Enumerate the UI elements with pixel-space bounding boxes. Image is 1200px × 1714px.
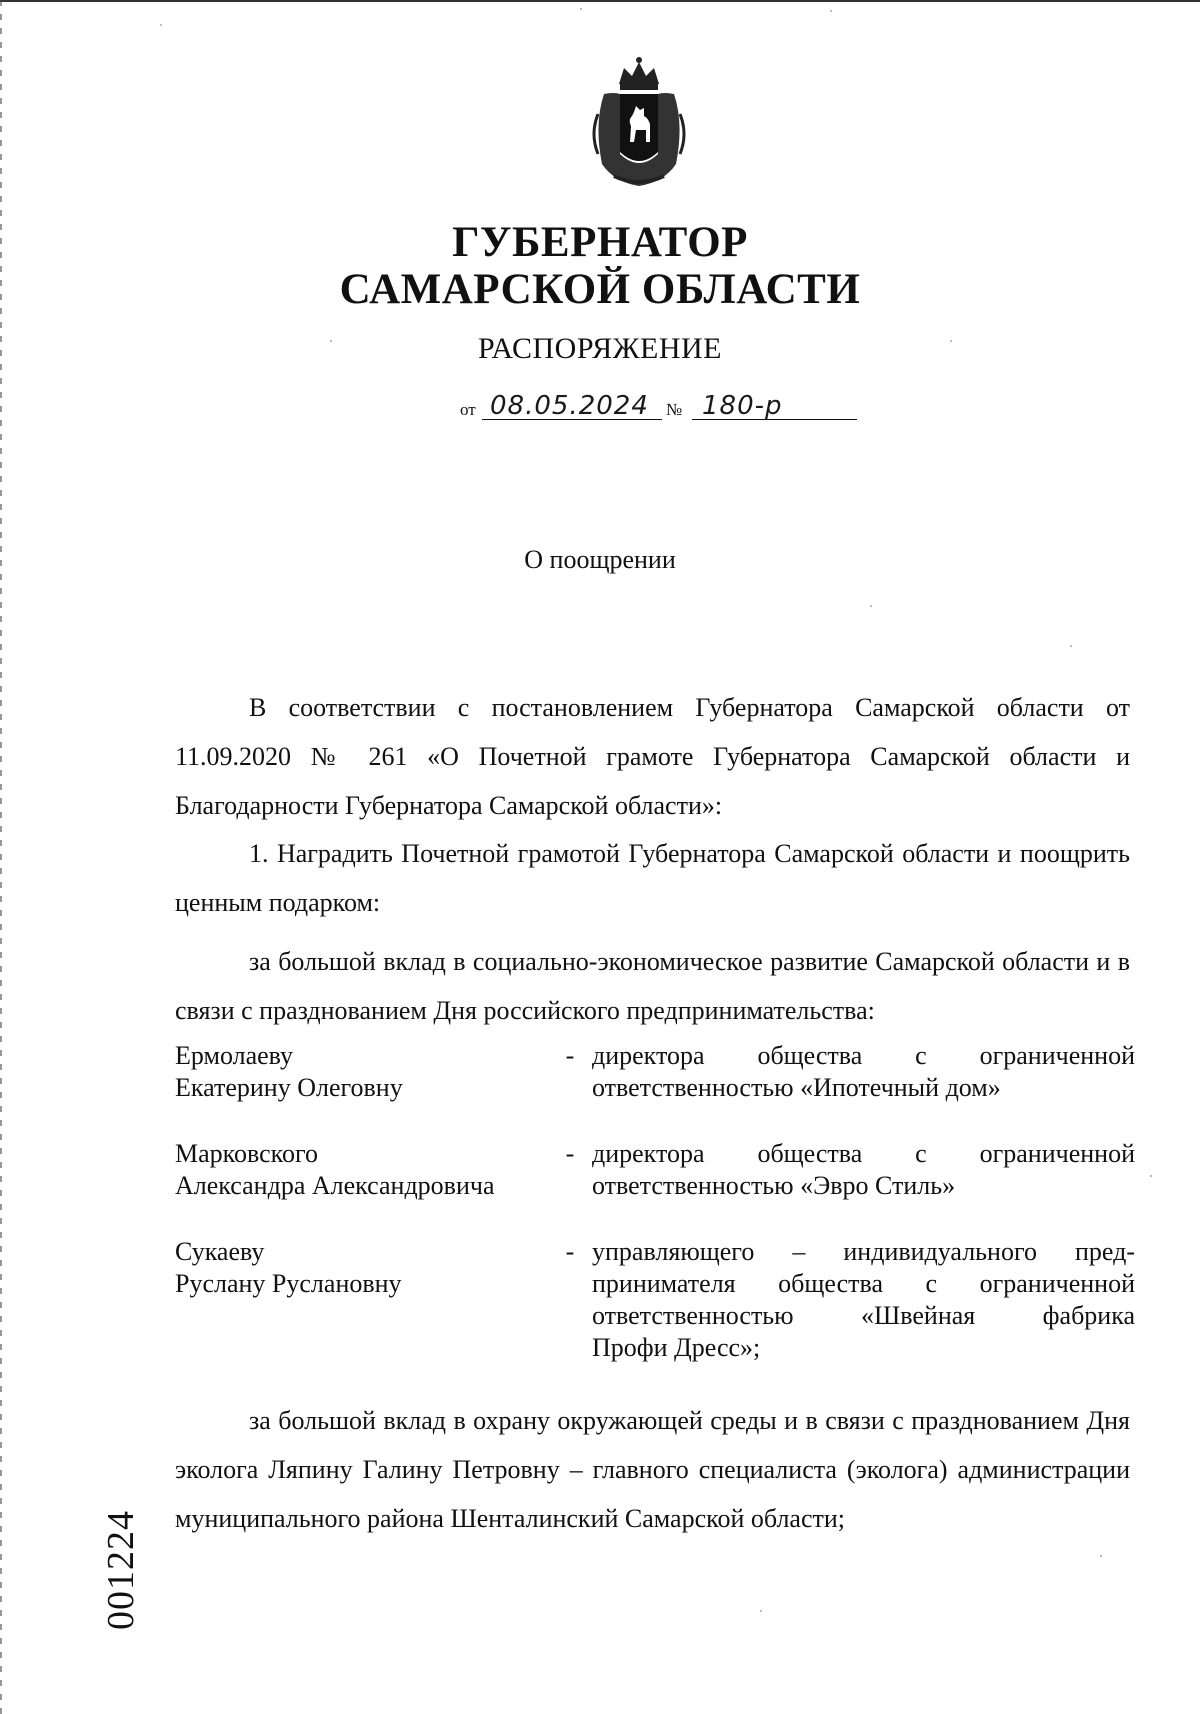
scan-speck (870, 605, 872, 607)
awardee-position: директора общества с ограниченной ответственностью «Ипотечный дом» (592, 1041, 1135, 1102)
awardee-dash: - (565, 1237, 575, 1266)
awardee-position: управляющего – индивидуального пред- принимателя общества с ограниченной ответственностью «Швейная фабрика Профи Дресс»; (592, 1237, 1135, 1362)
awardee-dash: - (565, 1139, 575, 1168)
scan-edge-top (0, 0, 1200, 2)
scan-speck (830, 10, 832, 12)
preamble-paragraph: В соответствии с постановлением Губернатора Самарской области от 11.09.2020 № 261 «О Почетной грамоте Губернатора Самарской области и Благодарности Губернатора Самарской области»: (175, 693, 1130, 820)
scan-speck (1150, 1175, 1152, 1177)
issuer-title-line2: САМАРСКОЙ ОБЛАСТИ (339, 266, 861, 313)
scan-speck (580, 8, 582, 10)
awardee-dash: - (565, 1041, 575, 1070)
scan-edge-left (0, 0, 2, 1714)
scan-speck (760, 1610, 762, 1612)
number-prefix: № (666, 400, 683, 419)
awardee-name: Ермолаеву Екатерину Олеговну (175, 1041, 403, 1102)
awardee-name: Марковского Александра Александровича (175, 1139, 495, 1200)
awardee-list (175, 1040, 1135, 1386)
date-number-line (460, 386, 860, 426)
date-prefix: от (460, 400, 476, 419)
awardee-row (175, 1236, 1135, 1386)
contribution-business-paragraph: за большой вклад в социально-экономическое развитие Самарской области и в связи с празднованием Дня российского предпринимательства: (175, 947, 1130, 1025)
item1-paragraph: 1. Наградить Почетной грамотой Губернатора Самарской области и поощрить ценным подарком: (175, 839, 1130, 917)
contribution-ecology-paragraph: за большой вклад в охрану окружающей среды и в связи с празднованием Дня эколога Ляпину Галину Петровну – главного специалиста (эколога) администрации муниципального района Шенталинский Самарской области; (175, 1406, 1130, 1533)
number-handwritten: 180-р (702, 391, 783, 421)
issuer-title-line1: ГУБЕРНАТОР (452, 219, 748, 266)
coat-of-arms-icon (584, 54, 694, 190)
scan-speck (1100, 1555, 1102, 1557)
date-handwritten: 08.05.2024 (490, 391, 649, 421)
awardee-name: Сукаеву Руслану Руслановну (175, 1237, 402, 1298)
scan-speck (1070, 645, 1072, 647)
document-type: РАСПОРЯЖЕНИЕ (477, 332, 723, 365)
document-subject: О поощрении (524, 545, 676, 574)
scan-speck (160, 24, 162, 26)
side-serial-number: 001224 (100, 1510, 142, 1630)
scan-speck (330, 340, 332, 342)
awardee-position: директора общества с ограниченной ответственностью «Эвро Стиль» (592, 1139, 1135, 1200)
awardee-row (175, 1040, 1135, 1138)
scan-speck (950, 340, 952, 342)
awardee-row (175, 1138, 1135, 1236)
